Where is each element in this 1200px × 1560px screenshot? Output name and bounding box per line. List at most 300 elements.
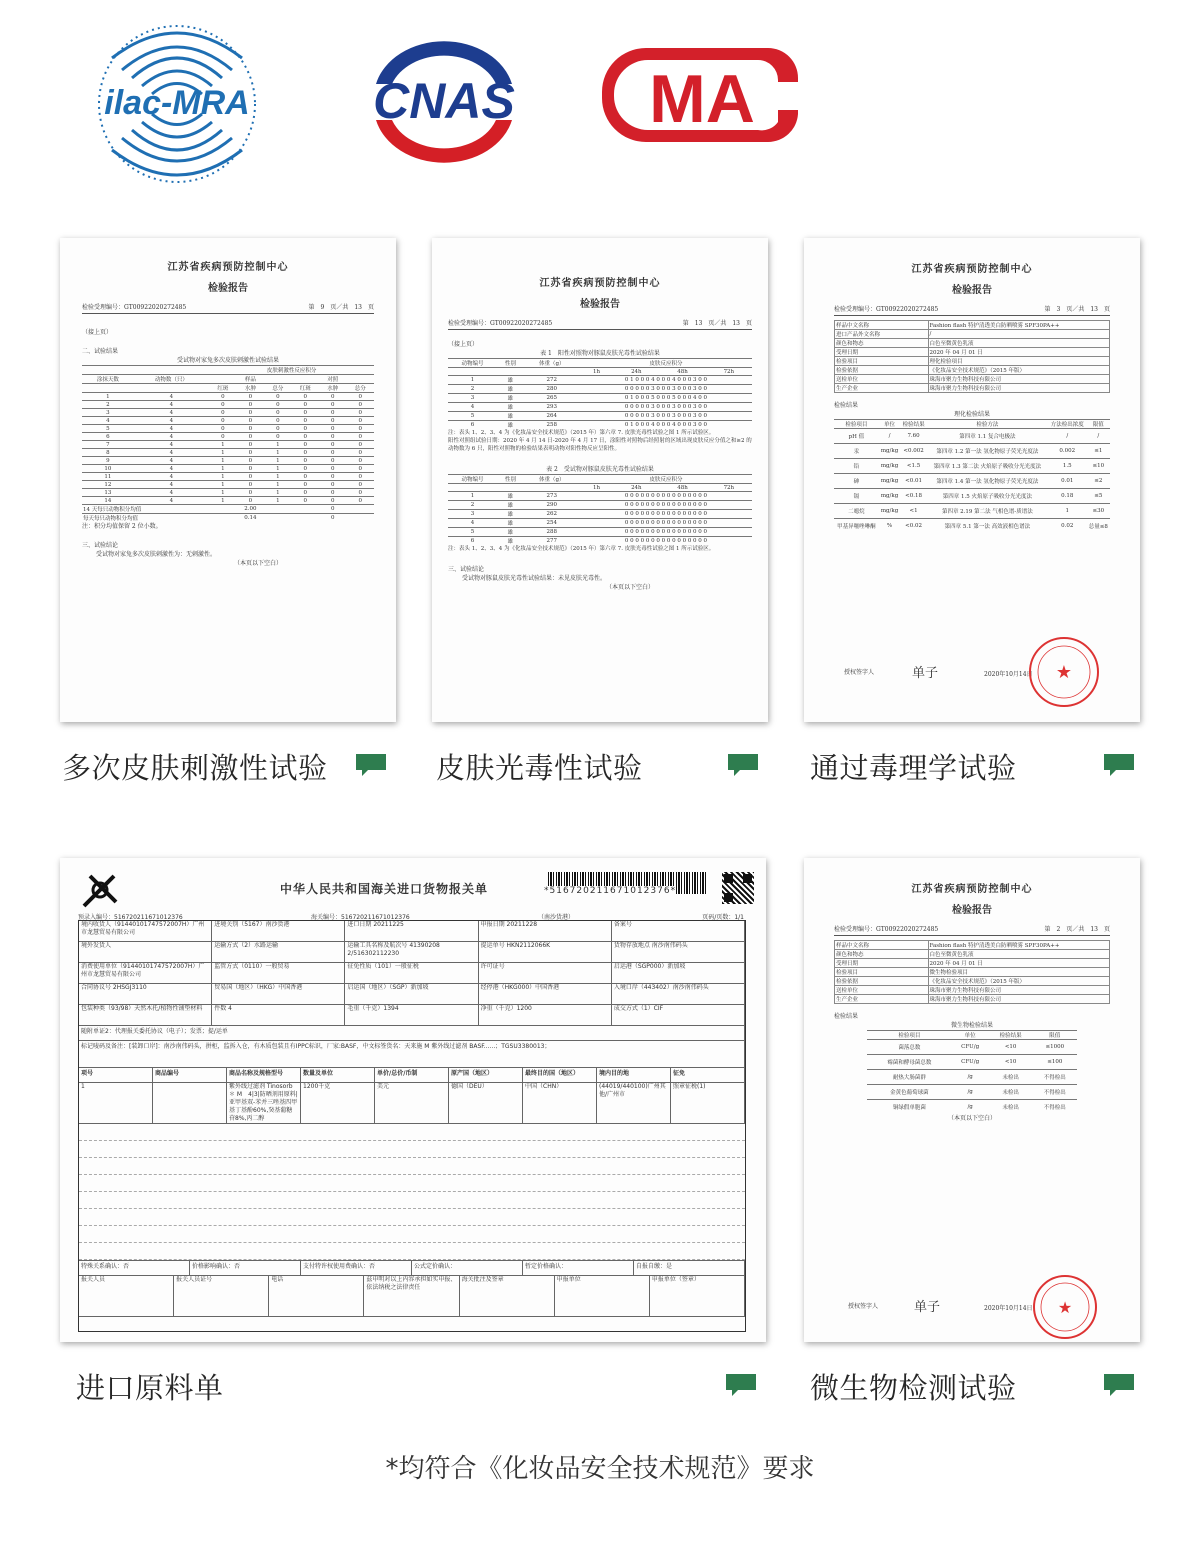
goods-cell: 1	[79, 1083, 153, 1123]
form-cell: 进境关别（5167）南沙货港	[212, 921, 345, 941]
caption-phototoxicity: 皮肤光毒性试验	[436, 751, 643, 785]
goods-column-header: 境内目的地	[597, 1068, 671, 1082]
section-heading: 二、试验结果	[82, 348, 119, 355]
table-cell: 4	[134, 417, 209, 425]
table-cell: mg/kg	[879, 474, 901, 489]
table-cell: <10	[989, 1055, 1033, 1070]
barcode-number: *516720211671012376*	[544, 886, 677, 896]
table-cell: 0	[292, 473, 319, 481]
table-row	[834, 444, 1110, 459]
form-cell: 成交方式（1）CIF	[612, 1005, 745, 1025]
caption-microbiology: 微生物检测试验	[810, 1371, 1017, 1405]
table-cell: 0	[209, 425, 236, 433]
table-cell: 0	[264, 433, 291, 441]
table-row	[834, 474, 1110, 489]
goods-column-header: 征免	[671, 1068, 745, 1082]
info-row	[835, 959, 1110, 968]
table-cell: 0	[237, 457, 264, 465]
sample-info-table	[834, 940, 1110, 1004]
table-cell: 1	[209, 465, 236, 473]
form-row	[79, 942, 745, 963]
table-row	[448, 528, 752, 537]
table-cell: 0 0 0 0 0 0 0 0 0 0 0 0 0 0 0 0	[580, 501, 752, 510]
table-cell: 293	[524, 403, 580, 412]
physchem-results-table	[834, 419, 1110, 533]
table-cell: 4	[134, 457, 209, 465]
official-seal-icon	[1026, 634, 1102, 710]
table-cell: 0	[292, 417, 319, 425]
signature-field: 报关人员	[79, 1276, 174, 1316]
table1-title: 表 1 阳性对照物对豚鼠皮肤光毒性试验结果	[540, 350, 660, 357]
signature-field: 申报单位	[555, 1276, 650, 1316]
doc-subtitle: 检验报告	[952, 905, 992, 916]
table-cell: 0	[264, 425, 291, 433]
table-cell: 0	[319, 449, 346, 457]
form-cell: 境内收货人（91440101747572007H）广州市龙慧贸易有限公司	[79, 921, 212, 941]
table-cell: 0 0 0 0 0 0 0 0 0 0 0 0 0 0 0 0	[580, 519, 752, 528]
info-row	[835, 977, 1110, 986]
ma-logo-text: MA	[649, 61, 755, 137]
table-cell: 273	[524, 492, 580, 501]
table-cell: 0	[237, 489, 264, 497]
table-row	[867, 1100, 1077, 1115]
table-cell: 1	[448, 492, 497, 501]
table-cell: 4	[134, 393, 209, 401]
blank-note: （本页以下空白）	[233, 560, 282, 567]
table-row	[82, 473, 374, 481]
form-cell: 启运港（SGP000）新加坡	[612, 963, 745, 983]
goods-column-header: 项号	[79, 1068, 153, 1082]
marks-remarks: 标记唛码及备注：[装卸口岸]：南沙南伟码头，拼柜，监拆入仓，有木质包装且有IPPC标识，厂家:BASF，中文标签货名：天来施 M 紫外线过滤剂 BASF......；TGSU3380013；	[79, 1041, 745, 1067]
info-value: 2020 年 04 月 01 日	[928, 348, 1110, 357]
goods-column-header: 商品编号	[153, 1068, 227, 1082]
form-cell: 包装种类（93/98）天然木托/植物性铺垫材料	[79, 1005, 212, 1025]
info-value: 白色至微黄色乳液	[928, 950, 1110, 959]
table-cell: 不得检出	[1033, 1100, 1077, 1115]
table-cell: 0	[209, 393, 236, 401]
table-row	[867, 1055, 1077, 1070]
info-label: 生产企业	[835, 995, 929, 1004]
table-cell: 0	[319, 401, 346, 409]
column-header: 检验项目	[867, 1031, 952, 1040]
chat-bubble-icon[interactable]	[724, 1372, 758, 1398]
table-row	[448, 537, 752, 546]
qr-code	[722, 872, 754, 904]
ilac-logo-text: ilac-MRA	[104, 84, 250, 122]
table-cell: 0	[237, 401, 264, 409]
column-header: 单位	[952, 1031, 989, 1040]
table-cell: 铅	[834, 459, 879, 474]
table-row	[82, 401, 374, 409]
table-cell: 0	[319, 457, 346, 465]
table-cell: 0	[347, 433, 375, 441]
table-cell: 4	[134, 425, 209, 433]
table-cell: 1	[264, 473, 291, 481]
info-value: Fashion flash 特护清透美白防晒喷雾 SPF30PA++	[928, 321, 1110, 330]
table-cell: 254	[524, 519, 580, 528]
table-cell: 0	[237, 497, 264, 505]
table-title: 受试物对家兔多次皮肤刺激性试验结果	[176, 357, 279, 364]
table-cell: 5	[448, 528, 497, 537]
table-cell: 0	[347, 409, 375, 417]
table-cell: 0	[237, 441, 264, 449]
table-cell: 10	[82, 465, 134, 473]
table-note: 注：表头 1、2、3、4 为《化妆品安全技术规范》（2015 年）第六章 7. 皮肤光毒性试验之图 1 所示试验区。	[448, 546, 715, 552]
info-label: 检验项目	[835, 357, 929, 366]
caption-import-material: 进口原料单	[76, 1371, 224, 1405]
table-cell: 11	[82, 473, 134, 481]
report-microbiology[interactable]	[804, 858, 1140, 1342]
customs-declaration[interactable]	[60, 858, 766, 1342]
form-cell: 境外发货人	[79, 942, 212, 962]
table-cell: <1	[900, 504, 927, 519]
info-label: 受理日期	[835, 348, 929, 357]
table-cell: 6	[448, 421, 497, 430]
table-cell: 0	[292, 449, 319, 457]
info-value: 珠海市聚力生物科技有限公司	[928, 384, 1110, 393]
table-cell: <0.01	[900, 474, 927, 489]
info-label: 检验依据	[835, 977, 929, 986]
table-cell: /	[1048, 429, 1087, 444]
table-cell: 1	[448, 376, 497, 385]
table-cell: 0 0 0 0 0 0 0 0 0 0 0 0 0 0 0 0	[580, 492, 752, 501]
goods-column-header: 数量及单位	[301, 1068, 375, 1082]
chat-bubble-icon[interactable]	[1102, 1372, 1136, 1398]
doc-title: 江苏省疾病预防控制中心	[911, 264, 1033, 275]
table-cell: 258	[524, 421, 580, 430]
goods-cell: 照章征税(1)	[671, 1083, 745, 1123]
table-cell: 0	[237, 409, 264, 417]
table-cell: 甲基异噻唑啉酮	[834, 519, 879, 534]
table-cell: 1	[82, 393, 134, 401]
goods-cell: (44019/440100)广州其他/广州市	[597, 1083, 671, 1123]
form-cell: 毛重（千克）1394	[345, 1005, 478, 1025]
table-row	[82, 417, 374, 425]
table-cell: mg/kg	[879, 459, 901, 474]
table-cell: 1.5	[1048, 459, 1087, 474]
table-cell: 0	[292, 489, 319, 497]
table-cell: 0 0 0 0 0 0 0 0 0 0 0 0 0 0 0 0	[580, 537, 752, 546]
table-cell: 0	[319, 441, 346, 449]
form-cell: 提运单号 HKN2112066K	[479, 942, 612, 962]
goods-column-header: 单价/总价/币制	[375, 1068, 449, 1082]
table-row	[82, 425, 374, 433]
results-label: 检验结果	[834, 1013, 859, 1020]
table-row	[867, 1070, 1077, 1085]
table-cell: 0	[292, 425, 319, 433]
signature: 单子	[912, 666, 939, 681]
table2-title: 表 2 受试物对豚鼠皮肤光毒性试验结果	[546, 466, 654, 473]
column-header: 检验结果	[989, 1031, 1033, 1040]
info-row	[835, 330, 1110, 339]
positive-control-note: 阳性对照组试验日期：2020 年 4 月 14 日-2020 年 4 月 17 日，涂阳性对照物后经照射的区域出现皮肤反应分值之和≥2 的动物数为 6 只，阳性对照物的检验结果表明动物对阳性物反应呈阳性。	[448, 438, 752, 452]
column-header: 检验项目	[834, 420, 879, 429]
table-row	[448, 501, 752, 510]
form-cell: 贸易国（地区）（HKG）中国香港	[212, 984, 345, 1004]
table-cell: 0	[347, 497, 375, 505]
table-cell: 雄	[497, 528, 524, 537]
table-cell: 0	[209, 433, 236, 441]
table-cell: 0	[347, 425, 375, 433]
info-row	[835, 339, 1110, 348]
table-cell: 1	[1048, 504, 1087, 519]
table-cell: /	[1087, 429, 1110, 444]
table-cell: 雄	[497, 537, 524, 546]
table-row	[82, 409, 374, 417]
table-cell: 0 0 0 0 0 3 0 0 0 3 0 0 0 3 0 0	[580, 403, 752, 412]
table-cell: 雄	[497, 394, 524, 403]
blank-note: （本页以下空白）	[947, 1115, 996, 1122]
table-cell: pH 值	[834, 429, 879, 444]
table-cell: mg/kg	[879, 504, 901, 519]
form-cell: 消费使用单位（91440101747572007H）广州市龙慧贸易有限公司	[79, 963, 212, 983]
form-row	[79, 963, 745, 984]
table-cell: ≤1	[1087, 444, 1110, 459]
table-row	[82, 433, 374, 441]
table-cell: 0	[292, 497, 319, 505]
table-cell: 0	[209, 409, 236, 417]
table-cell: 0	[237, 433, 264, 441]
table-row	[82, 457, 374, 465]
table-cell: 雄	[497, 492, 524, 501]
table-cell: 4	[134, 489, 209, 497]
info-value: 珠海市聚力生物科技有限公司	[928, 995, 1110, 1004]
irritation-table: 皮肤刺激性反应积分 涂抹天数 动物数（只） 样品 对照 红斑 水肿 总分 红斑 水肿 总分 1 4 0 0 0 0 0 0 2 4 0 0 0 0 0 0 3 4 0 0 0 0 0 0 4 4 0 0 0 0 0 0 5 4 0 0 0 0 0 0 6 4 0 0 0 0 0 0 7 4 1 0 1 0 0 0 8 4 1 0 1 0 0 0 9 4 1 0 1 0 0 0 10 4 1 0 1 0 0 0 11 4 1 0 1 0 0 0 12 4 1 0 1 0 0 0 13 4 1 0 1 0 0 0 14 4 1 0 1 0 0 0 14 天每只动物积分均值 2.00 0 每天每只动物积分均值 0.14 0	[82, 365, 374, 522]
column-header: 限值	[1087, 420, 1110, 429]
table-cell: 4	[448, 519, 497, 528]
table-cell: 7.60	[900, 429, 927, 444]
form-cell: 件数 4	[212, 1005, 345, 1025]
chat-bubble-icon[interactable]	[1102, 752, 1136, 778]
micro-results-table	[867, 1030, 1077, 1114]
info-value: Fashion flash 特护清透美白防晒喷雾 SPF30PA++	[928, 941, 1110, 950]
table-cell: ≤5	[1087, 489, 1110, 504]
cnas-logo-text: CNAS	[373, 73, 515, 129]
table-cell: CFU/g	[952, 1055, 989, 1070]
info-label: 检验依据	[835, 366, 929, 375]
column-header: 检验结果	[900, 420, 927, 429]
table-cell: 0.02	[1048, 519, 1087, 534]
form-cell: 申报日期 20211228	[479, 921, 612, 941]
results-title: 理化检验结果	[953, 411, 990, 418]
table-cell: 7	[82, 441, 134, 449]
table-cell: 0 0 0 0 0 0 0 0 0 0 0 0 0 0 0 0	[580, 510, 752, 519]
form-cell: 合同协议号 2HSGJ3110	[79, 984, 212, 1004]
svg-text:★: ★	[1057, 1298, 1073, 1317]
goods-column-header: 原产国（地区）	[449, 1068, 523, 1082]
table-cell: 0.18	[1048, 489, 1087, 504]
table-row	[448, 421, 752, 430]
sign-date: 2020年10月14日	[984, 1305, 1033, 1312]
info-row	[835, 348, 1110, 357]
table-cell: 0	[292, 457, 319, 465]
table-row	[448, 385, 752, 394]
table-note: 注：表头 1、2、3、4 为《化妆品安全技术规范》（2015 年）第六章 7. 皮肤光毒性试验之图 1 所示试验区。	[448, 430, 715, 436]
report-phototoxicity[interactable]	[432, 238, 768, 722]
table-cell: 0	[264, 401, 291, 409]
table-cell: ≤1000	[1033, 1040, 1077, 1055]
form-row	[79, 1005, 745, 1026]
table-row	[448, 510, 752, 519]
table-cell: 第四章 1.4 第一法 氢化物原子荧光光度法	[927, 474, 1048, 489]
table-cell: 第四章 2.19 第二法 气相色谱-质谱法	[927, 504, 1048, 519]
table-cell: 二噁烷	[834, 504, 879, 519]
table-cell: 2	[448, 385, 497, 394]
form-cell: 经停港（HKG000）中国香港	[479, 984, 612, 1004]
table-cell: 雄	[497, 403, 524, 412]
info-row	[835, 950, 1110, 959]
table-cell: 1	[264, 441, 291, 449]
info-value: 《化妆品安全技术规范》（2015 年版）	[928, 366, 1110, 375]
table-cell: 0 1 0 0 0 4 0 0 0 4 0 0 0 3 0 0	[580, 376, 752, 385]
section-heading: 三、试验结论	[82, 542, 119, 549]
report-physicochemical[interactable]	[804, 238, 1140, 722]
table-cell: 雄	[497, 376, 524, 385]
report-skin-irritation[interactable]	[60, 238, 396, 722]
table-cell: 未检出	[989, 1085, 1033, 1100]
form-cell: 货物存放地点 南沙南伟码头	[612, 942, 745, 962]
table-row	[834, 489, 1110, 504]
table-cell: mg/kg	[879, 444, 901, 459]
table-row	[82, 465, 374, 473]
table-cell: 0	[347, 449, 375, 457]
signature-field: 海关批注及签章	[460, 1276, 555, 1316]
table-cell: 0	[347, 473, 375, 481]
table-cell: 3	[448, 510, 497, 519]
table-cell: 0	[292, 481, 319, 489]
table-cell: 雄	[497, 385, 524, 394]
table-cell: 第四章 5.1 第一法 高效液相色谱法	[927, 519, 1048, 534]
results-title: 微生物检验结果	[950, 1022, 993, 1029]
phototox-table-2: 动物编号 性别 体重（g） 皮肤反应积分 1h 24h 48h 72h 1 雄 273 0 0 0 0 0 0 0 0 0 0 0 0 0 0 0 0 2 雄 290 0 0 0 0 0 0 0 0 0 0 0 0 0 0 0 0 3 雄 262 0 0 0 0 0 0 0 0 0 0 0 0 0 0 0 0 4 雄 254 0 0 0 0 0 0 0 0 0 0 0 0 0 0 0 0 5 雄 288 0 0 0 0 0 0 0 0 0 0 0 0 0 0 0 0 6 雄 277 0 0 0 0 0 0 0 0 0 0 0 0 0 0 0 0	[448, 474, 752, 545]
doc-subtitle: 检验报告	[580, 299, 620, 310]
table-cell: 277	[524, 537, 580, 546]
info-row	[835, 375, 1110, 384]
table-row	[834, 519, 1110, 534]
goods-cell: 美元	[375, 1083, 449, 1123]
table-cell: 第四章 1.3 第二法 火焰原子吸收分光光度法	[927, 459, 1048, 474]
table-cell: 4	[134, 481, 209, 489]
table-cell: 0	[292, 465, 319, 473]
table-cell: 4	[134, 433, 209, 441]
table-row	[867, 1085, 1077, 1100]
table-cell: 288	[524, 528, 580, 537]
confirmation-item: 特殊关系确认：否	[79, 1261, 190, 1275]
conclusion: 受试物对豚鼠皮肤光毒性试验结果：未见皮肤光毒性。	[462, 575, 607, 582]
table-cell: 0	[319, 465, 346, 473]
table-cell: 镉	[834, 489, 879, 504]
table-cell: 4	[134, 465, 209, 473]
goods-cell: 中国（CHN）	[523, 1083, 597, 1123]
table-cell: 8	[82, 449, 134, 457]
table-row	[448, 519, 752, 528]
table-cell: 6	[448, 537, 497, 546]
table-cell: 1	[209, 457, 236, 465]
table-cell: 265	[524, 394, 580, 403]
table-cell: 0	[347, 457, 375, 465]
table-cell: 0	[347, 481, 375, 489]
confirmation-item: 暂定价格确认：	[523, 1261, 634, 1275]
table-cell: <10	[989, 1040, 1033, 1055]
table-cell: 0	[237, 465, 264, 473]
confirmation-item: 支付特许权使用费确认：否	[301, 1261, 412, 1275]
table-cell: 14	[82, 497, 134, 505]
info-value: 白色至微黄色乳液	[928, 339, 1110, 348]
table-cell: ≤10	[1087, 459, 1110, 474]
official-seal-icon	[1030, 1272, 1100, 1342]
doc-subtitle: 检验报告	[952, 285, 992, 296]
table-cell: 13	[82, 489, 134, 497]
table-cell: /	[879, 429, 901, 444]
caption-toxicology: 通过毒理学试验	[810, 751, 1017, 785]
table-cell: 4	[82, 417, 134, 425]
table-row	[82, 481, 374, 489]
table-cell: 0	[347, 441, 375, 449]
table-cell: 0	[319, 489, 346, 497]
table-row	[448, 403, 752, 412]
table-cell: 0	[237, 417, 264, 425]
table-cell: 9	[82, 457, 134, 465]
form-cell: 监管方式（0110）一般贸易	[212, 963, 345, 983]
signature-field: 报关人员证号	[174, 1276, 269, 1316]
table-cell: 第四章 1.1 复合电极法	[927, 429, 1048, 444]
table-cell: 雄	[497, 510, 524, 519]
caption-skin-irritation: 多次皮肤刺激性试验	[62, 751, 328, 785]
table-note: 注：积分均值保留 2 位小数。	[82, 523, 162, 530]
chat-bubble-icon[interactable]	[354, 752, 388, 778]
form-cell: 征免性质（101）一般征税	[345, 963, 478, 983]
goods-column-header: 最终目的国（地区）	[523, 1068, 597, 1082]
table-cell: 雄	[497, 421, 524, 430]
doc-title: 江苏省疾病预防控制中心	[911, 884, 1033, 895]
info-label: 送检单位	[835, 375, 929, 384]
form-meta: 预录入编号：516720211671012376 海关编号：516720211671012376 （南沙货港） 页码/页数：1/1	[78, 914, 744, 921]
table-cell: 4	[134, 441, 209, 449]
continued-label: （接上页）	[448, 341, 479, 348]
form-cell: 入境口岸（443402）南沙南伟码头	[612, 984, 745, 1004]
table-cell: 5	[448, 412, 497, 421]
table-cell: 耐热大肠菌群	[867, 1070, 952, 1085]
table-cell: 0	[347, 489, 375, 497]
info-value: 珠海市聚力生物科技有限公司	[928, 986, 1110, 995]
table-cell: 0	[292, 441, 319, 449]
table-cell: /g	[952, 1070, 989, 1085]
table-cell: 汞	[834, 444, 879, 459]
doc-subtitle: 检验报告	[208, 283, 248, 294]
table-row	[82, 449, 374, 457]
table-cell: 4	[134, 497, 209, 505]
table-cell: 1	[264, 449, 291, 457]
table-cell: 铜绿假单胞菌	[867, 1100, 952, 1115]
info-row	[835, 321, 1110, 330]
table-cell: 0 0 0 0 0 3 0 0 0 3 0 0 0 3 0 0	[580, 412, 752, 421]
blank-note: （本页以下空白）	[605, 584, 654, 591]
doc-meta: 检验受理编号：GT00922020272485 第 9 页／共 13 页	[82, 302, 374, 314]
form-cell: 净重（千克）1200	[479, 1005, 612, 1025]
table-cell: 0 1 0 0 0 5 0 0 0 5 0 0 0 4 0 0	[580, 394, 752, 403]
table-cell: 6	[82, 433, 134, 441]
table-cell: 1	[209, 441, 236, 449]
conclusion: 受试物对家兔多次皮肤刺激性为：无刺激性。	[96, 551, 217, 558]
table-cell: 0	[237, 393, 264, 401]
info-row	[835, 366, 1110, 375]
signature: 单子	[914, 1300, 941, 1315]
table-cell: 0	[319, 425, 346, 433]
table-cell: 0	[209, 401, 236, 409]
confirmation-item: 公式定价确认：	[412, 1261, 523, 1275]
table-cell: /g	[952, 1100, 989, 1115]
chat-bubble-icon[interactable]	[726, 752, 760, 778]
